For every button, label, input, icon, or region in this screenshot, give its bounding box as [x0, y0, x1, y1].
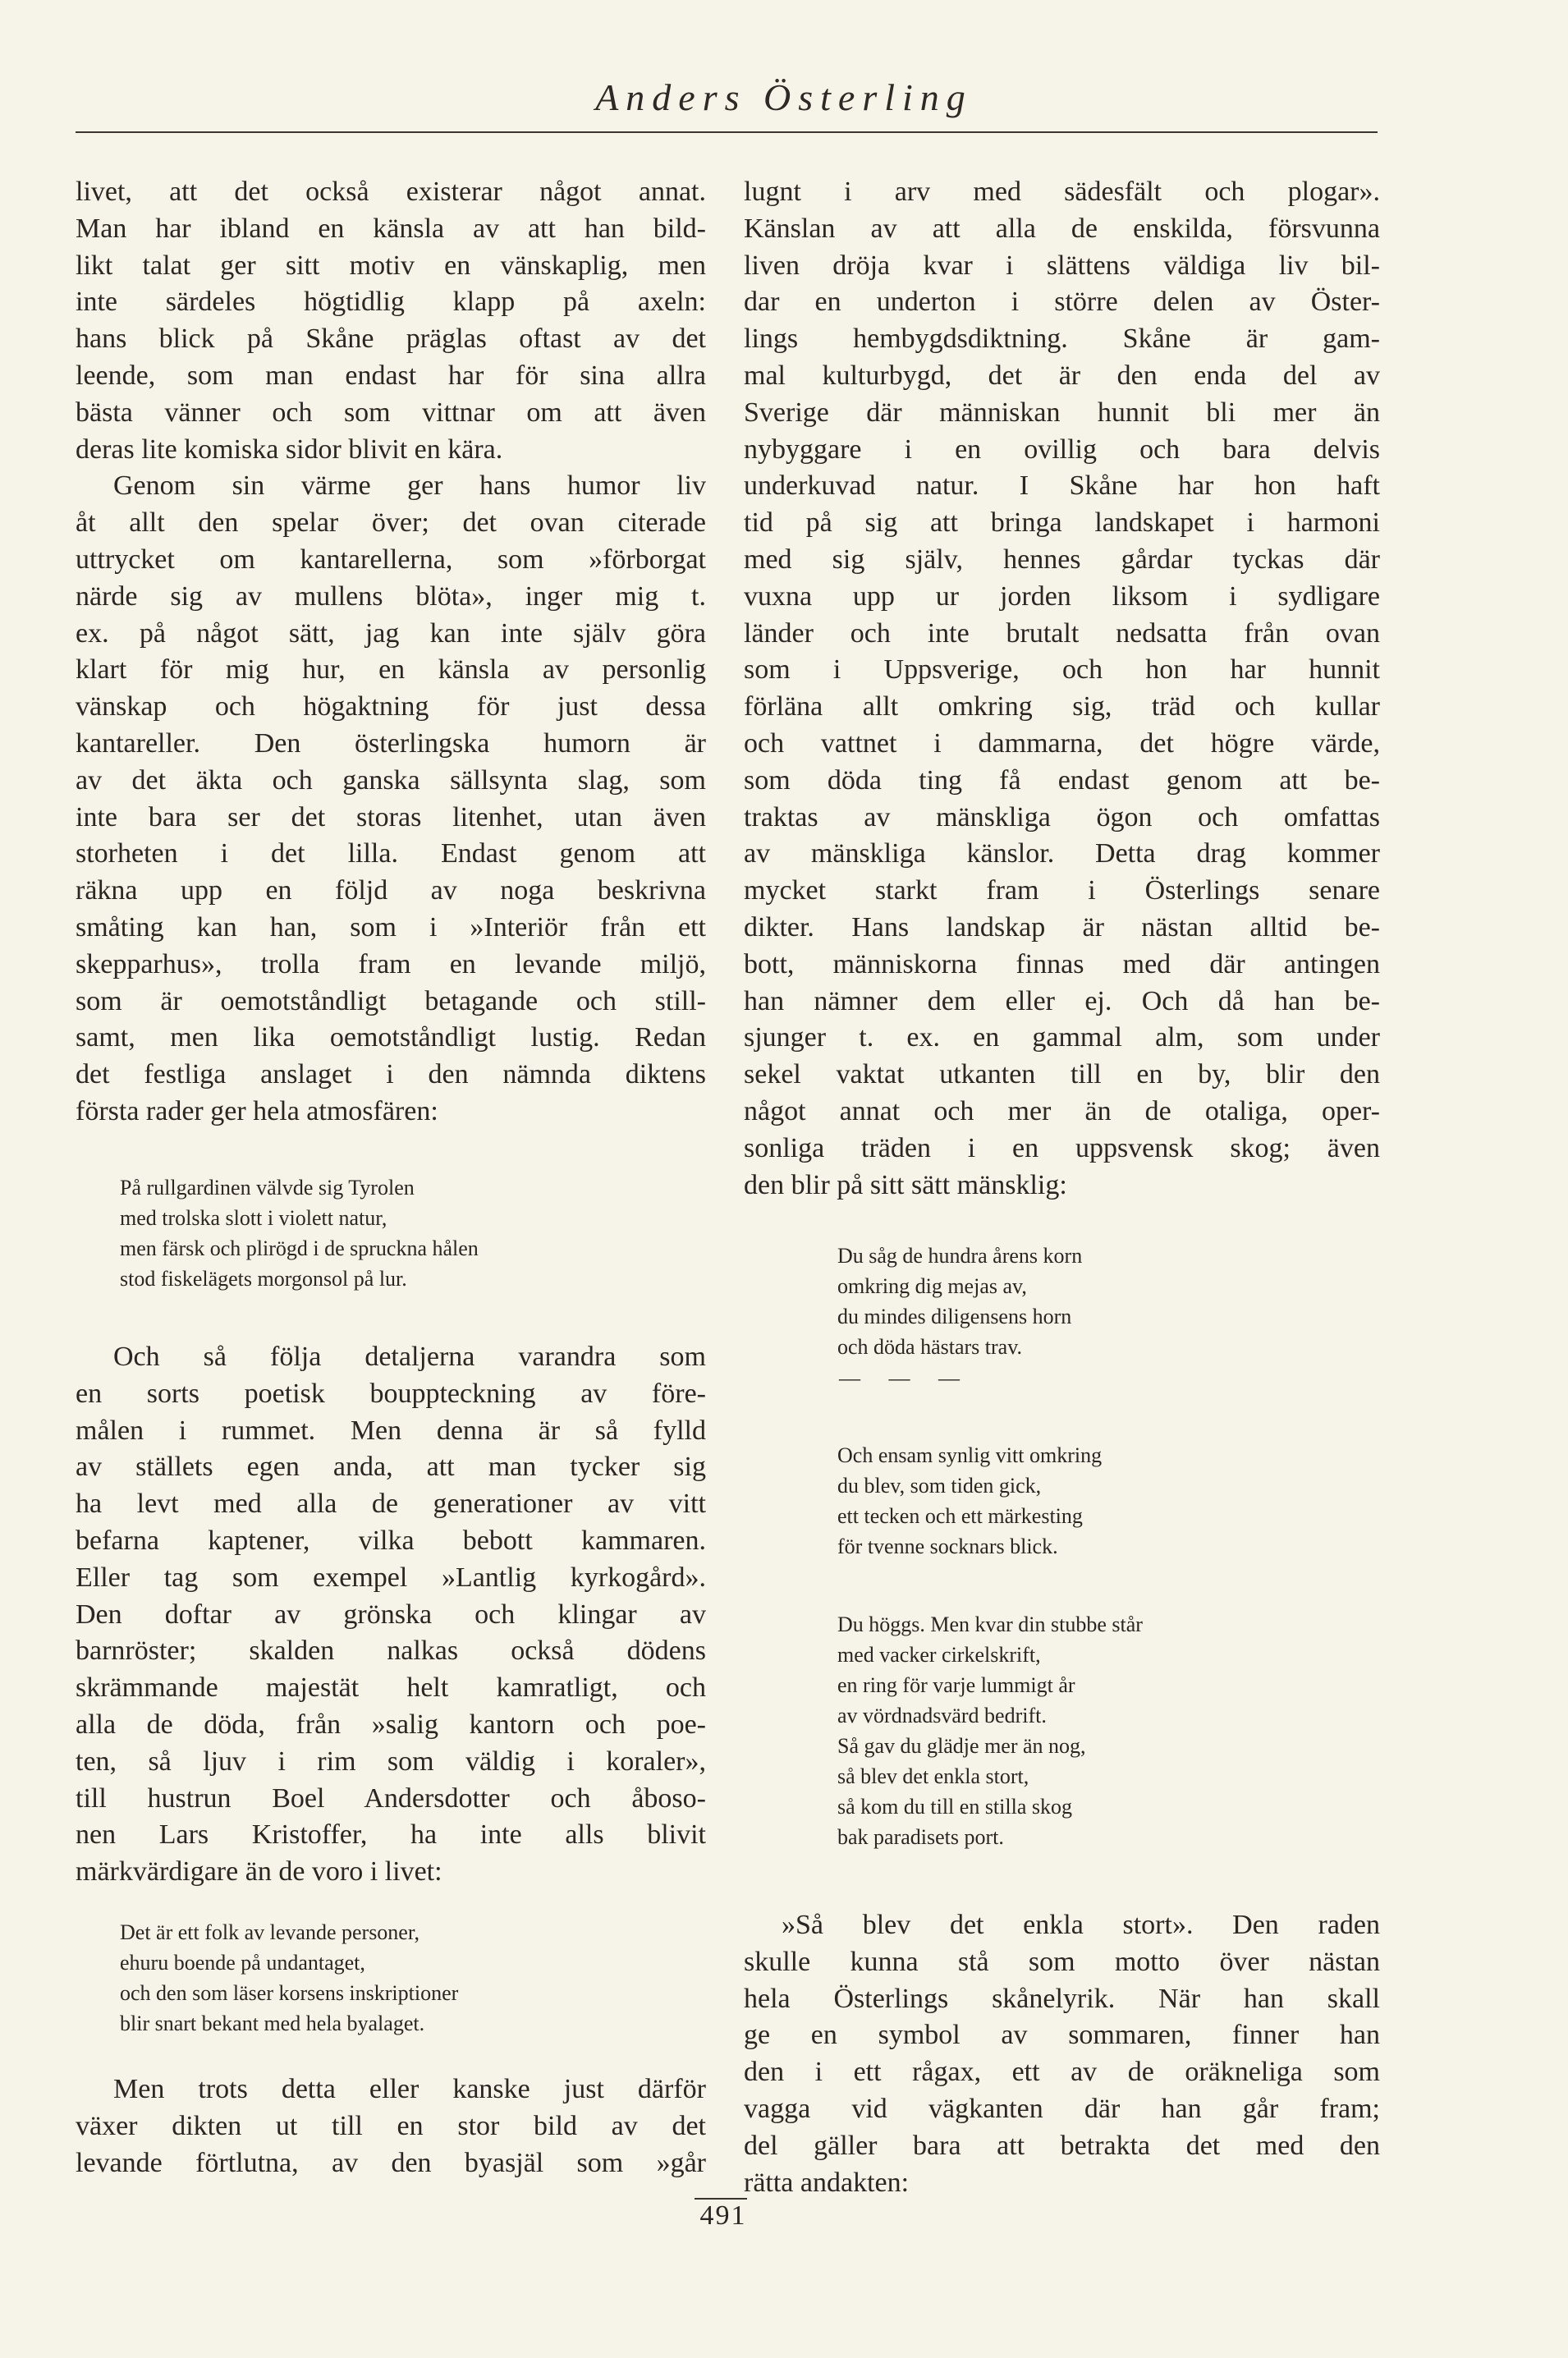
text-line: underkuvad natur. I Skåne har hon haft: [744, 470, 1380, 502]
text-line: Och så följa detaljerna varandra som: [113, 1342, 706, 1372]
left-column-prose-2: [76, 1339, 706, 1891]
poem-line: Så gav du glädje mer än nog,: [837, 1734, 1086, 1758]
text-line: den i ett rågax, ett av de oräkneliga som: [744, 2057, 1380, 2088]
text-line: räkna upp en följd av noga beskrivna: [76, 875, 706, 906]
text-line: första rader ger hela atmosfären:: [76, 1095, 438, 1126]
page-number: 491: [699, 2200, 747, 2231]
poem-line: men färsk och plirögd i de spruckna hålen: [120, 1236, 479, 1260]
text-line: vagga vid vägkanten där han går fram;: [744, 2093, 1380, 2124]
text-line: Men trots detta eller kanske just därför: [113, 2074, 706, 2104]
text-line: ten, så ljuv i rim som väldig i koraler»,: [76, 1746, 706, 1777]
text-line: länder och inte brutalt nedsatta från ovan: [744, 617, 1380, 649]
text-line: lugnt i arv med sädesfält och plogar».: [744, 177, 1380, 207]
text-line: dar en underton i större delen av Öster-: [744, 287, 1380, 318]
poem-stanza-1: [837, 1241, 1082, 1362]
poem-line: ehuru boende på undantaget,: [120, 1951, 365, 1975]
text-line: likt talat ger sitt motiv en vänskaplig, men: [76, 250, 706, 281]
text-line: alla de döda, från »salig kantorn och poe-: [76, 1709, 706, 1740]
poem-line: och den som läser korsens inskriptioner: [120, 1981, 459, 2005]
text-line: tid på sig att bringa landskapet i harmoni: [744, 507, 1380, 539]
text-line: inte bara ser det storas litenhet, utan även: [76, 801, 706, 833]
text-line: Känslan av att alla de enskilda, försvunna: [744, 213, 1380, 244]
text-line: sjunger t. ex. en gammal alm, som under: [744, 1022, 1380, 1053]
left-column-prose-3: [76, 2071, 706, 2181]
text-line: dikter. Hans landskap är nästan alltid be-: [744, 911, 1380, 943]
poem-line: stod fiskelägets morgonsol på lur.: [120, 1267, 407, 1291]
text-line: liven dröja kvar i slättens väldiga liv bil-: [744, 250, 1380, 281]
text-line: »Så blev det enkla stort». Den raden: [782, 1910, 1380, 1940]
text-line: märkvärdigare än de voro i livet:: [76, 1856, 442, 1888]
text-line: levande förtlutna, av den byasjäl som »går: [76, 2147, 706, 2178]
poem-line: blir snart bekant med hela byalaget.: [120, 2012, 425, 2035]
text-line: en sorts poetisk bouppteckning av före-: [76, 1378, 706, 1409]
text-line: småting kan han, som i »Interiör från ett: [76, 911, 706, 943]
right-column-prose-2: [744, 1907, 1380, 2201]
left-column-prose-1: [76, 174, 706, 1131]
text-line: deras lite komiska sidor blivit en kära.: [76, 434, 503, 465]
running-header-author: Anders Österling: [595, 76, 973, 118]
text-line: hela Österlings skånelyrik. När han skall: [744, 1983, 1380, 2014]
text-line: växer dikten ut till en stor bild av det: [76, 2110, 706, 2141]
text-line: sekel vaktat utkanten till en by, blir den: [744, 1059, 1380, 1090]
text-line: mal kulturbygd, det är den enda del av: [744, 360, 1380, 391]
text-line: med sig själv, hennes gårdar tyckas där: [744, 544, 1380, 575]
text-line: som är oemotståndligt betagande och still-: [76, 985, 706, 1016]
text-line: vänskap och högaktning för just dessa: [76, 691, 706, 723]
poem-line: så blev det enkla stort,: [837, 1764, 1029, 1788]
text-line: ha levt med alla de generationer av vitt: [76, 1489, 706, 1520]
poem-line: med trolska slott i violett natur,: [120, 1206, 387, 1230]
text-line: livet, att det också existerar något annat.: [76, 177, 706, 207]
poem-line: av vördnadsvärd bedrift.: [837, 1704, 1047, 1727]
text-line: målen i rummet. Men denna är så fylld: [76, 1415, 706, 1446]
text-line: av ställets egen anda, att man tycker sig: [76, 1452, 706, 1483]
text-line: Man har ibland en känsla av att han bild-: [76, 213, 706, 244]
stanza-separator-dashes: — — —: [839, 1366, 971, 1390]
page-number-rule: [695, 2198, 747, 2200]
text-line: lings hembygdsdiktning. Skåne är gam-: [744, 323, 1380, 355]
text-line: uttrycket om kantarellerna, som »förborgat: [76, 544, 706, 575]
text-line: del gäller bara att betrakta det med den: [744, 2130, 1380, 2161]
poem-line: och döda hästars trav.: [837, 1335, 1023, 1359]
text-line: mycket starkt fram i Österlings senare: [744, 875, 1380, 906]
text-line: närde sig av mullens blöta», inger mig t.: [76, 580, 706, 612]
text-line: något annat och mer än de otaliga, oper-: [744, 1095, 1380, 1126]
text-line: förläna allt omkring sig, träd och kullar: [744, 691, 1380, 723]
poem-line: ett tecken och ett märkesting: [837, 1504, 1083, 1528]
text-line: barnröster; skalden nalkas också dödens: [76, 1635, 706, 1667]
text-line: bästa vänner och som vittnar om att även: [76, 397, 706, 428]
poem-line: Du såg de hundra årens korn: [837, 1244, 1083, 1268]
poem-stanza-3: [837, 1609, 1143, 1852]
poem-line: en ring för varje lummigt år: [837, 1673, 1075, 1697]
poem-line: du blev, som tiden gick,: [837, 1474, 1042, 1498]
poem-line: På rullgardinen välvde sig Tyrolen: [120, 1176, 415, 1200]
text-line: åt allt den spelar över; det ovan citerade: [76, 507, 706, 539]
text-line: nen Lars Kristoffer, ha inte alls blivit: [76, 1819, 706, 1851]
text-line: som döda ting få endast genom att be-: [744, 764, 1380, 796]
text-line: leende, som man endast har för sina allra: [76, 360, 706, 391]
text-line: av det äkta och ganska sällsynta slag, som: [76, 764, 706, 796]
header-rule: [76, 131, 1378, 133]
poem-stanza-2: [837, 1440, 1102, 1562]
poem-line: Det är ett folk av levande personer,: [120, 1920, 420, 1944]
text-line: av mänskliga känslor. Detta drag kommer: [744, 838, 1380, 869]
text-line: bott, människorna finnas med där antingen: [744, 948, 1380, 979]
text-line: befarna kaptener, vilka bebott kammaren.: [76, 1525, 706, 1556]
text-line: Eller tag som exempel »Lantlig kyrkogård».: [76, 1562, 706, 1593]
poem-line: du mindes diligensens horn: [837, 1305, 1072, 1328]
text-line: den blir på sitt sätt mänsklig:: [744, 1169, 1067, 1200]
poem-line: omkring dig mejas av,: [837, 1274, 1027, 1298]
text-line: samt, men lika oemotståndligt lustig. Redan: [76, 1022, 706, 1053]
text-line: ex. på något sätt, jag kan inte själv göra: [76, 617, 706, 649]
poem-line: med vacker cirkelskrift,: [837, 1643, 1041, 1667]
poem-line: Och ensam synlig vitt omkring: [837, 1443, 1103, 1467]
poem-quote-tyrolen: [120, 1172, 479, 1294]
text-line: traktas av mänskliga ögon och omfattas: [744, 801, 1380, 833]
poem-line: Du höggs. Men kvar din stubbe står: [837, 1613, 1143, 1636]
text-line: som i Uppsverige, och hon har hunnit: [744, 654, 1380, 686]
poem-quote-byalaget: [120, 1917, 458, 2039]
text-line: Genom sin värme ger hans humor liv: [113, 470, 706, 502]
text-line: vuxna upp ur jorden liksom i sydligare: [744, 580, 1380, 612]
poem-line: bak paradisets port.: [837, 1825, 1004, 1849]
text-line: storheten i det lilla. Endast genom att: [76, 838, 706, 869]
text-line: inte särdeles högtidlig klapp på axeln:: [76, 287, 706, 318]
text-line: ge en symbol av sommaren, finner han: [744, 2020, 1380, 2051]
text-line: sonliga träden i en uppsvensk skog; även: [744, 1132, 1380, 1163]
text-line: Den doftar av grönska och klingar av: [76, 1599, 706, 1630]
text-line: kantareller. Den österlingska humorn är: [76, 727, 706, 759]
text-line: och vattnet i dammarna, det högre värde,: [744, 727, 1380, 759]
text-line: skepparhus», trolla fram en levande miljö,: [76, 948, 706, 979]
text-line: skrämmande majestät helt kamratligt, och: [76, 1672, 706, 1704]
poem-line: så kom du till en stilla skog: [837, 1795, 1072, 1819]
text-line: till hustrun Boel Andersdotter och åboso-: [76, 1782, 706, 1814]
right-column-prose-1: [744, 174, 1380, 1204]
poem-line: för tvenne socknars blick.: [837, 1535, 1058, 1558]
text-line: det festliga anslaget i den nämnda diktens: [76, 1059, 706, 1090]
text-line: Sverige där människan hunnit bli mer än: [744, 397, 1380, 428]
text-line: rätta andakten:: [744, 2167, 910, 2198]
text-line: han nämner dem eller ej. Och då han be-: [744, 985, 1380, 1016]
text-line: klart för mig hur, en känsla av personlig: [76, 654, 706, 686]
text-line: nybyggare i en ovillig och bara delvis: [744, 434, 1380, 465]
text-line: skulle kunna stå som motto över nästan: [744, 1946, 1380, 1977]
text-line: hans blick på Skåne präglas oftast av det: [76, 323, 706, 355]
